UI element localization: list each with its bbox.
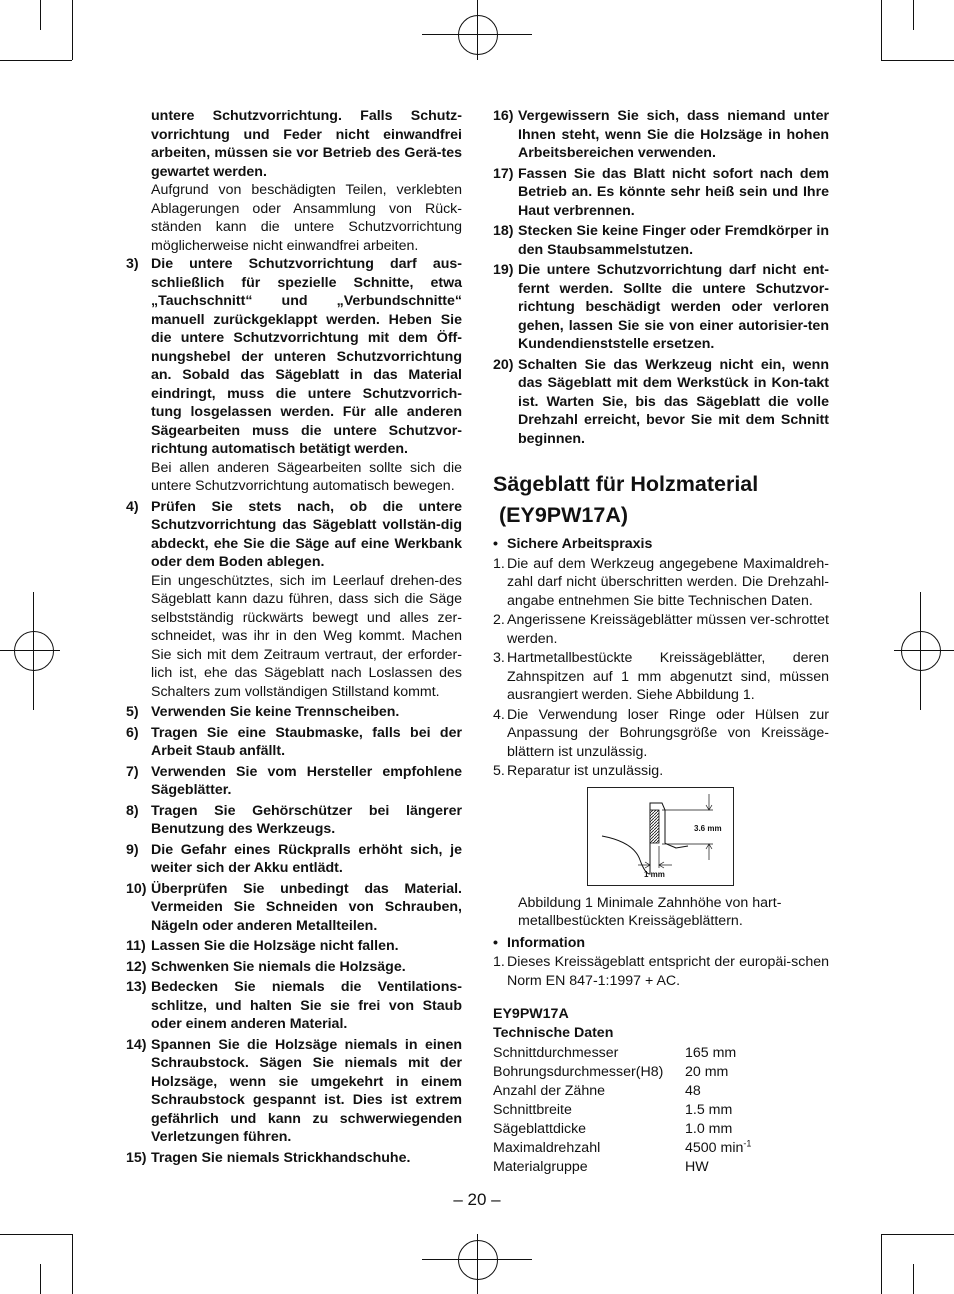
spec-key: Sägeblattdicke xyxy=(493,1121,587,1137)
item-text: Reparatur ist unzulässig. xyxy=(507,763,664,779)
item-body xyxy=(151,703,462,722)
spec-value-text: 4500 min xyxy=(685,1140,744,1156)
spec-key: Schnittdurchmesser xyxy=(493,1045,619,1061)
item-text: Vergewissern Sie sich, dass niemand unter Ihnen steht, wenn Sie die Holzsäge in hohen Arbeitsbereichen verwenden. xyxy=(518,108,829,161)
spec-title: Technische Daten xyxy=(493,1024,614,1041)
item-text: Stecken Sie keine Finger oder Fremdkörper in den Staubsammelstutzen. xyxy=(518,223,829,258)
item-text: Die untere Schutzvorrichtung darf nicht ent-fernt werden. Sollte die untere Schutzvor-richtung beschädigt werden oder verloren gehen, lassen Sie sie von einer autorisier-ten Kundendienststelle ersetzen. xyxy=(518,262,829,352)
item-body xyxy=(151,937,462,956)
item-note: Ein ungeschütztes, sich im Leerlauf drehen-des Sägeblatt kann dazu führen, dass sich die Säge selbstständig rückwärts bewegt und alles zer-schneidet, was ihr in den Weg kommt. Machen Sie sich mit dem Zeitraum vertraut, der erforder-lich ist, ehe das Sägeblatt nach Loslassen des Schalters zum vollständigen Stillstand kommt. xyxy=(151,572,462,700)
list-item xyxy=(493,222,829,259)
item-text: Prüfen Sie stets nach, ob die untere Schutzvorrichtung das Sägeblatt vollstän-dig abdeckt, ehe Sie die Säge auf eine Werkbank oder dem Boden ablegen. xyxy=(151,498,462,570)
item-text: Angerissene Kreissägeblätter müssen ver-schrottet werden. xyxy=(507,612,829,647)
item-number: 15) xyxy=(126,1149,147,1166)
item-text: Spannen Sie die Holzsäge niemals in einen Schraubstock. Sägen Sie niemals mit der Holzsäge, wenn sie umgekehrt in einem Schraubstock gespannt ist. Dies ist extrem gefährlich und kann zu schwerwiegenden Verletzungen führen. xyxy=(151,1036,462,1145)
item-number: 13) xyxy=(126,979,147,995)
heading-line-1: Sägeblatt für Holzmaterial xyxy=(493,472,759,496)
page-number: – 20 – xyxy=(453,1190,501,1209)
spec-value xyxy=(685,1120,751,1139)
spec-value-text: 20 mm xyxy=(685,1064,729,1080)
spec-row xyxy=(493,1120,751,1139)
item-number: 5. xyxy=(493,763,505,779)
item-body xyxy=(151,978,462,1034)
item-number: 9) xyxy=(126,841,139,858)
list-item xyxy=(493,165,829,221)
left-item-list xyxy=(126,255,462,1167)
item-number: 1. xyxy=(493,954,505,970)
item-text: Hartmetallbestückte Kreissägeblätter, deren Zahnspitzen auf 1 mm abgenutzt sind, müssen ausrangiert werden. Siehe Abbildung 1. xyxy=(507,650,829,703)
item-number: 16) xyxy=(493,108,514,124)
item-number: 7) xyxy=(126,763,139,780)
spec-value-text: 165 mm xyxy=(685,1045,737,1061)
item-body xyxy=(151,724,462,761)
spec-key: Bohrungsdurchmesser(H8) xyxy=(493,1064,664,1080)
list-item xyxy=(126,1036,462,1147)
list-item xyxy=(126,1149,462,1168)
item-number: 8) xyxy=(126,802,139,819)
spec-value xyxy=(685,1139,751,1158)
item-body xyxy=(151,1149,462,1168)
intro-note: Aufgrund von beschädigten Teilen, verklebten Ablagerungen oder Ansammlung von Rück-ständen kann die untere Schutzvorrichtung möglicherweise nicht einwandfrei arbeiten. xyxy=(151,182,462,254)
spec-value xyxy=(685,1158,751,1177)
spec-superscript: -1 xyxy=(743,1138,752,1149)
item-text: Die untere Schutzvorrichtung darf aus-schließlich für spezielle Schnitte, etwa „Tauchschnitt“ und „Verbundschnitte“ manuell zurückgeklappt werden. Heben Sie die untere Schutzvorrichtung mit dem Öff-nungshebel der unteren Schutzvorrichtung an. Sobald das Sägeblatt in das Material eindringt, muss die untere Schutzvorrich-tung losgelassen werden. Für alle anderen Sägearbeiten muss die untere Schutzvor-richtung automatisch betätigt werden. xyxy=(151,256,462,457)
item-text: Die auf dem Werkzeug angegebene Maximaldreh-zahl darf nicht überschritten werden. Die Drehzahl-angabe entnehmen Sie bitte Technischen Daten. xyxy=(507,555,829,609)
right-item-list xyxy=(493,107,829,448)
section-heading xyxy=(493,469,829,531)
list-item xyxy=(493,762,829,781)
heading-line-2: (EY9PW17A) xyxy=(499,503,629,527)
tooth-height-figure xyxy=(587,787,734,886)
figure-label-width: 1 mm xyxy=(644,869,665,879)
item-text: Die Verwendung loser Ringe oder Hülsen zur Anpassung der Bohrungsgröße von Kreissäge-blättern ist unzulässig. xyxy=(507,706,829,760)
spec-value-text: 48 xyxy=(685,1083,701,1099)
info-label: • Information xyxy=(493,934,829,953)
item-number: 11) xyxy=(126,938,146,954)
list-item xyxy=(126,958,462,977)
item-text: Verwenden Sie keine Trennscheiben. xyxy=(151,704,400,720)
item-body xyxy=(151,255,462,496)
spec-value xyxy=(685,1082,751,1101)
item-number: 6) xyxy=(126,724,139,741)
figure-caption: Abbildung 1 Minimale Zahnhöhe von hart-metallbestückten Kreissägeblättern. xyxy=(518,894,782,929)
list-item xyxy=(126,937,462,956)
item-body xyxy=(151,1036,462,1147)
item-text: Die Gefahr eines Rückpralls erhöht sich, je weiter sich der Akku entlädt. xyxy=(151,841,462,876)
item-number: 5) xyxy=(126,704,139,720)
item-text: Schalten Sie das Werkzeug nicht ein, wenn das Sägeblatt mit dem Werkstück in Kon-takt ist. Warten Sie, bis das Sägeblatt die volle Drehzahl erreicht, bevor Sie mit dem Schnitt beginnen. xyxy=(518,356,829,447)
item-note: Bei allen anderen Sägearbeiten sollte sich die untere Schutzvorrichtung automatisch bewegen. xyxy=(151,459,462,494)
list-item xyxy=(493,611,829,648)
spec-value-text: HW xyxy=(685,1159,709,1175)
spec-table xyxy=(493,1044,751,1177)
practice-list xyxy=(493,555,829,781)
spec-value-text: 1.5 mm xyxy=(685,1102,733,1118)
item-text: Bedecken Sie niemals die Ventilations-schlitze, und halten Sie sie frei von Staub oder einem anderen Material. xyxy=(151,979,462,1032)
item-text: Verwenden Sie vom Hersteller empfohlene Sägeblätter. xyxy=(151,763,462,798)
list-item xyxy=(126,703,462,722)
item-number: 14) xyxy=(126,1036,147,1053)
item-body xyxy=(151,958,462,977)
info-list xyxy=(493,953,829,990)
item-text: Fassen Sie das Blatt nicht sofort nach dem Betrieb an. Es könnte sehr heiß sein und Ihre Haut verbrennen. xyxy=(518,165,829,219)
item-body xyxy=(151,880,462,936)
item-number: 4) xyxy=(126,498,139,515)
list-item xyxy=(493,107,829,163)
list-item xyxy=(493,261,829,354)
item-text: Tragen Sie niemals Strickhandschuhe. xyxy=(151,1149,411,1166)
list-item xyxy=(493,953,829,990)
list-item xyxy=(126,802,462,839)
item-body xyxy=(151,802,462,839)
item-number: 2. xyxy=(493,612,505,628)
practice-label: • Sichere Arbeitspraxis xyxy=(493,535,829,554)
item-body xyxy=(151,498,462,702)
item-number: 4. xyxy=(493,706,505,723)
list-item xyxy=(126,763,462,800)
spec-key: Schnittbreite xyxy=(493,1102,572,1118)
item-text: Schwenken Sie niemals die Holzsäge. xyxy=(151,958,406,975)
item-number: 19) xyxy=(493,262,514,278)
item-body xyxy=(151,841,462,878)
item-text: Dieses Kreissägeblatt entspricht der europäi-schen Norm EN 847-1:1997 + AC. xyxy=(507,954,829,989)
spec-row xyxy=(493,1044,751,1063)
item-number: 12) xyxy=(126,958,147,975)
item-text: Lassen Sie die Holzsäge nicht fallen. xyxy=(151,938,399,954)
spec-value xyxy=(685,1063,751,1082)
item-text: Überprüfen Sie unbedingt das Material. Vermeiden Sie Schneiden von Schrauben, Nägeln oder anderen Metallteilen. xyxy=(151,880,462,934)
item-number: 3. xyxy=(493,650,505,666)
list-item xyxy=(493,649,829,705)
item-number: 18) xyxy=(493,223,514,239)
spec-key: Maximaldrehzahl xyxy=(493,1140,601,1156)
list-item xyxy=(493,356,829,449)
item-number: 10) xyxy=(126,880,147,897)
item-text: Tragen Sie Gehörschützer bei längerer Benutzung des Werkzeugs. xyxy=(151,802,462,837)
list-item xyxy=(126,255,462,496)
item-text: Tragen Sie eine Staubmaske, falls bei der Arbeit Staub anfällt. xyxy=(151,724,462,759)
intro-block xyxy=(126,107,462,255)
list-item xyxy=(493,555,829,611)
right-column xyxy=(493,107,829,1177)
list-item xyxy=(126,978,462,1034)
spec-row xyxy=(493,1158,751,1177)
item-number: 1. xyxy=(493,555,505,572)
spec-key: Anzahl der Zähne xyxy=(493,1083,605,1099)
spec-row xyxy=(493,1063,751,1082)
item-number: 20) xyxy=(493,356,514,373)
item-number: 17) xyxy=(493,165,514,182)
item-number: 3) xyxy=(126,256,139,272)
spec-value xyxy=(685,1101,751,1120)
list-item xyxy=(493,706,829,762)
list-item xyxy=(126,498,462,702)
spec-value xyxy=(685,1044,751,1063)
figure-label-height: 3.6 mm xyxy=(694,823,722,833)
list-item xyxy=(126,724,462,761)
spec-row xyxy=(493,1139,751,1158)
list-item xyxy=(126,841,462,878)
list-item xyxy=(126,880,462,936)
spec-row xyxy=(493,1101,751,1120)
spec-value-text: 1.0 mm xyxy=(685,1121,733,1137)
model-name: EY9PW17A xyxy=(493,1006,569,1022)
spec-key: Materialgruppe xyxy=(493,1159,588,1175)
intro-bold: untere Schutzvorrichtung. Falls Schutz-vorrichtung und Feder nicht einwandfrei arbeiten, müssen sie vor Betrieb des Gerä-tes gewartet werden. xyxy=(151,108,462,180)
left-column xyxy=(126,107,462,1169)
item-body xyxy=(151,763,462,800)
spec-row xyxy=(493,1082,751,1101)
